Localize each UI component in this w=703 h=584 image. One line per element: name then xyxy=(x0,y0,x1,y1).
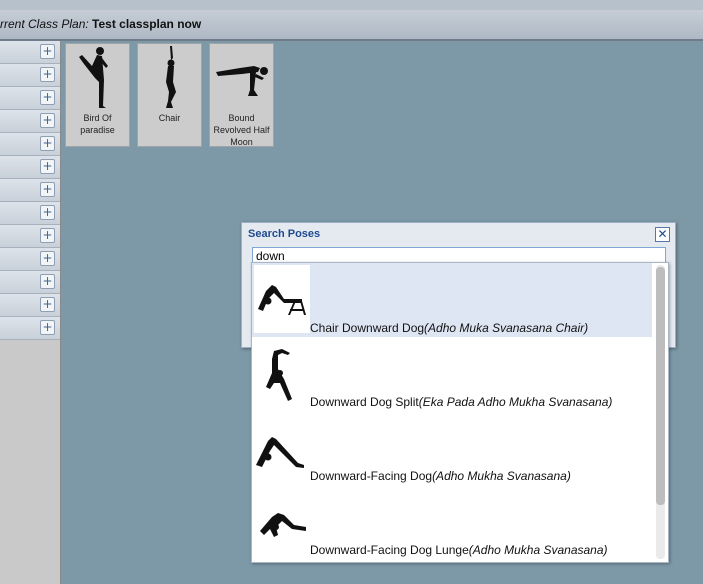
plus-icon[interactable]: + xyxy=(40,228,55,243)
chair-pose-icon xyxy=(138,44,201,112)
sidebar-row[interactable] xyxy=(0,317,60,340)
downward-facing-dog-lunge-pose-icon xyxy=(254,487,310,555)
sidebar-row[interactable] xyxy=(0,41,60,64)
result-label xyxy=(310,321,588,335)
search-results-list xyxy=(251,262,669,563)
plus-icon[interactable]: + xyxy=(40,67,55,82)
class-plan-label: rrent Class Plan: xyxy=(0,17,89,31)
result-name: Downward-Facing Dog xyxy=(310,469,433,483)
pose-card-bird-of-paradise[interactable] xyxy=(65,43,130,147)
result-label xyxy=(310,469,571,483)
plus-icon[interactable]: + xyxy=(40,159,55,174)
sidebar xyxy=(0,41,61,584)
result-name: Downward Dog Split xyxy=(310,395,419,409)
pose-card-chair[interactable] xyxy=(137,43,202,147)
card-caption: Chair xyxy=(158,113,181,123)
result-sanskrit: (Eka Pada Adho Mukha Svanasana) xyxy=(418,395,613,409)
plus-icon[interactable]: + xyxy=(40,182,55,197)
sidebar-row[interactable] xyxy=(0,179,60,202)
sidebar-row[interactable] xyxy=(0,202,60,225)
plus-icon[interactable]: + xyxy=(40,113,55,128)
sidebar-row[interactable] xyxy=(0,156,60,179)
plus-icon[interactable]: + xyxy=(40,136,55,151)
result-label xyxy=(310,395,612,409)
result-sanskrit: (Adho Mukha Svanasana) xyxy=(468,543,608,557)
sidebar-row[interactable] xyxy=(0,271,60,294)
downward-dog-split-pose-icon xyxy=(254,339,310,407)
results-scrollbar-thumb[interactable] xyxy=(656,267,665,505)
pose-thumbnail xyxy=(254,413,310,481)
sidebar-row[interactable] xyxy=(0,248,60,271)
dialog-title: Search Poses xyxy=(248,228,321,240)
chair-downward-dog-pose-icon xyxy=(254,265,310,333)
pose-thumbnail xyxy=(254,339,310,407)
sidebar-row[interactable] xyxy=(0,225,60,248)
result-sanskrit: (Adho Muka Svanasana Chair) xyxy=(424,321,589,335)
list-item[interactable] xyxy=(252,485,652,559)
result-name: Downward-Facing Dog Lunge xyxy=(310,543,469,557)
bird-of-paradise-pose-icon xyxy=(66,44,129,112)
card-caption: Bird Of paradise xyxy=(80,113,115,135)
plus-icon[interactable]: + xyxy=(40,297,55,312)
class-plan-name: Test classplan now xyxy=(92,17,202,31)
sidebar-row[interactable] xyxy=(0,64,60,87)
sidebar-row[interactable] xyxy=(0,294,60,317)
class-plan-header xyxy=(0,10,703,41)
sidebar-row[interactable] xyxy=(0,110,60,133)
pose-thumbnail xyxy=(254,487,310,555)
bound-revolved-half-moon-pose-icon xyxy=(210,44,273,112)
list-item[interactable] xyxy=(252,263,652,337)
plus-icon[interactable]: + xyxy=(40,44,55,59)
plus-icon[interactable]: + xyxy=(40,320,55,335)
result-sanskrit: (Adho Mukha Svanasana) xyxy=(432,469,571,483)
list-item[interactable] xyxy=(252,337,652,411)
sidebar-row[interactable] xyxy=(0,87,60,110)
pose-thumbnail xyxy=(254,265,310,333)
result-label xyxy=(310,543,608,557)
plus-icon[interactable]: + xyxy=(40,251,55,266)
plus-icon[interactable]: + xyxy=(40,205,55,220)
list-item[interactable] xyxy=(252,411,652,485)
sidebar-row[interactable] xyxy=(0,133,60,156)
card-caption: Bound Revolved Half Moon xyxy=(213,113,270,147)
downward-facing-dog-pose-icon xyxy=(254,413,310,481)
plus-icon[interactable]: + xyxy=(40,274,55,289)
pose-card-bound-revolved-half-moon[interactable] xyxy=(209,43,274,147)
plus-icon[interactable]: + xyxy=(40,90,55,105)
result-name: Chair Downward Dog xyxy=(310,321,425,335)
close-icon[interactable]: ✕ xyxy=(655,227,670,242)
